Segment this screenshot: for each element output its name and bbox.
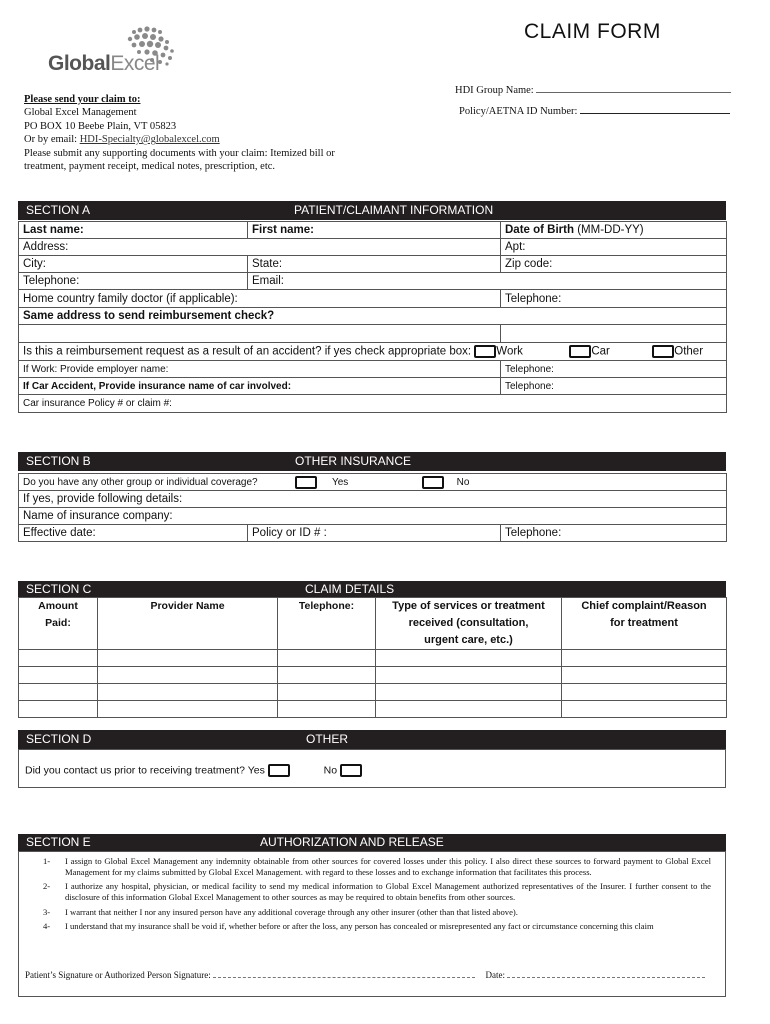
send-heading: Please send your claim to: [24,94,141,105]
col-complaint-header: Chief complaint/Reason for treatment [562,598,727,650]
authorization-body [18,851,726,997]
send-address-line1: Global Excel Management [24,107,137,119]
hdi-group-field[interactable] [455,85,731,96]
doctor-telephone-field[interactable]: Telephone: [501,290,727,308]
section-d-title: OTHER [306,732,348,746]
zip-field[interactable]: Zip code: [501,256,727,273]
authorization-item-text: I understand that my insurance shall be void if, whether before or after the loss, any person has concealed or misrepresented any fact or circumstance concerning this claim [65,921,654,932]
global-excel-logo [46,24,196,76]
section-c-label: SECTION C [26,582,92,596]
other-coverage-no-checkbox[interactable] [422,476,444,489]
address-field[interactable]: Address: [19,239,501,256]
employer-telephone-field[interactable]: Telephone: [501,361,727,378]
signature-field[interactable] [213,977,475,978]
employer-field[interactable]: If Work: Provide employer name: [19,361,501,378]
authorization-item-number: 4- [43,921,51,932]
car-checkbox[interactable] [569,345,591,358]
section-d-label: SECTION D [26,732,92,746]
first-name-field[interactable]: First name: [248,222,501,239]
send-note-line2: treatment, payment receipt, medical notes, prescription, etc. [24,161,276,173]
prior-contact-no-label: No [323,764,338,777]
signature-label: Patient’s Signature or Authorized Person Signature: [25,970,211,980]
authorization-list [43,856,711,932]
authorization-item-text: I warrant that neither I nor any insured person have any additional coverage through any other insurer (other than that listed above). [65,906,518,917]
policy-id-label: Policy/AETNA ID Number: [459,106,578,117]
section-e-label: SECTION E [26,835,91,849]
city-field[interactable]: City: [19,256,248,273]
date-field[interactable] [507,977,705,978]
col-amount-header: Amount Paid: [19,598,98,650]
reimbursement-address-extra[interactable] [501,325,727,343]
send-email-link[interactable]: HDI-Specialty@globalexcel.com [79,134,220,146]
send-address-line2: PO BOX 10 Beebe Plain, VT 05823 [24,120,177,132]
telephone-field[interactable]: Telephone: [19,273,248,290]
authorization-item-text: I authorize any hospital, physician, or medical facility to send my medical information to Global Excel Management authorized representatives of the Insurer. I further consent to the disclosure of this information Global Excel Management to other sources as may be required to obtain benefits from other sources. [65,880,711,903]
email-field[interactable]: Email: [248,273,727,290]
logo-wordmark: GlobalExcel [48,52,160,75]
section-a-bar [18,201,726,220]
table-row[interactable] [19,667,727,684]
car-policy-field[interactable]: Car insurance Policy # or claim #: [19,395,727,413]
doctor-field[interactable]: Home country family doctor (if applicable): [19,290,501,308]
policy-id-field[interactable] [459,106,730,117]
reimbursement-address-field[interactable] [19,325,501,343]
state-field[interactable]: State: [248,256,501,273]
col-service-header: Type of services or treatment received (consultation, urgent care, etc.) [376,598,562,650]
car-insurance-telephone-field[interactable]: Telephone: [501,378,727,395]
hdi-group-label: HDI Group Name: [455,85,534,96]
col-telephone-header: Telephone: [278,598,376,650]
section-d-body [18,749,726,788]
date-label: Date: [485,970,505,980]
section-a-label: SECTION A [26,203,91,217]
section-b-title: OTHER INSURANCE [295,454,412,468]
section-e-bar [18,834,726,851]
work-checkbox[interactable] [474,345,496,358]
authorization-item-number: 1- [43,856,51,866]
col-provider-header: Provider Name [98,598,278,650]
claim-details-table [18,597,727,718]
table-row[interactable] [19,650,727,667]
section-e-title: AUTHORIZATION AND RELEASE [260,835,444,849]
form-title: CLAIM FORM [524,20,661,43]
authorization-item [43,856,711,879]
table-row[interactable] [19,684,727,701]
car-insurance-field[interactable]: If Car Accident, Provide insurance name of car involved: [19,378,501,395]
other-coverage-yes-checkbox[interactable] [295,476,317,489]
other-checkbox[interactable] [652,345,674,358]
other-insurance-telephone-field[interactable]: Telephone: [501,525,727,542]
section-a-table [18,221,727,413]
section-a-title: PATIENT/CLAIMANT INFORMATION [294,203,494,217]
send-claim-block [24,93,335,173]
authorization-item [43,881,711,904]
effective-date-field[interactable]: Effective date: [19,525,248,542]
section-d-bar [18,730,726,749]
section-c-title: CLAIM DETAILS [305,582,395,596]
insurance-company-field[interactable]: Name of insurance company: [19,508,727,525]
authorization-item-number: 2- [43,880,51,891]
last-name-field[interactable]: Last name: [19,222,248,239]
authorization-item-text: I assign to Global Excel Management any indemnity obtainable from other sources for covered losses under this policy. I also direct these sources to forward payment to Global Excel Management for my claims submitted by Global Excel Management. with regard to these losses and to exchange information that facilitates this process. [65,856,711,878]
section-b-bar [18,452,726,471]
section-c-bar [18,581,726,597]
section-b-table [18,473,727,542]
prior-contact-question: Did you contact us prior to receiving treatment? Yes [25,764,265,777]
table-row[interactable] [19,701,727,718]
details-heading: If yes, provide following details: [19,491,727,508]
dob-field[interactable]: Date of Birth (MM-DD-YY) [501,222,727,239]
section-b-label: SECTION B [26,454,91,468]
authorization-item-number: 3- [43,906,51,917]
prior-contact-no-checkbox[interactable] [340,764,362,777]
send-note-line1: Please submit any supporting documents with your claim: Itemized bill or [24,147,335,159]
apt-field[interactable]: Apt: [501,239,727,256]
accident-question-row: Is this a reimbursement request as a result of an accident? if yes check appropriate box: Work Car Other [19,343,727,361]
send-email-prefix: Or by email: [24,134,78,146]
signature-row [25,970,705,981]
policy-id-number-field[interactable]: Policy or ID # : [248,525,501,542]
other-coverage-row: Do you have any other group or individual coverage? Yes No [19,474,727,491]
authorization-item [43,907,711,918]
prior-contact-yes-checkbox[interactable] [268,764,290,777]
authorization-item [43,921,711,932]
same-address-question: Same address to send reimbursement check? [19,308,727,325]
